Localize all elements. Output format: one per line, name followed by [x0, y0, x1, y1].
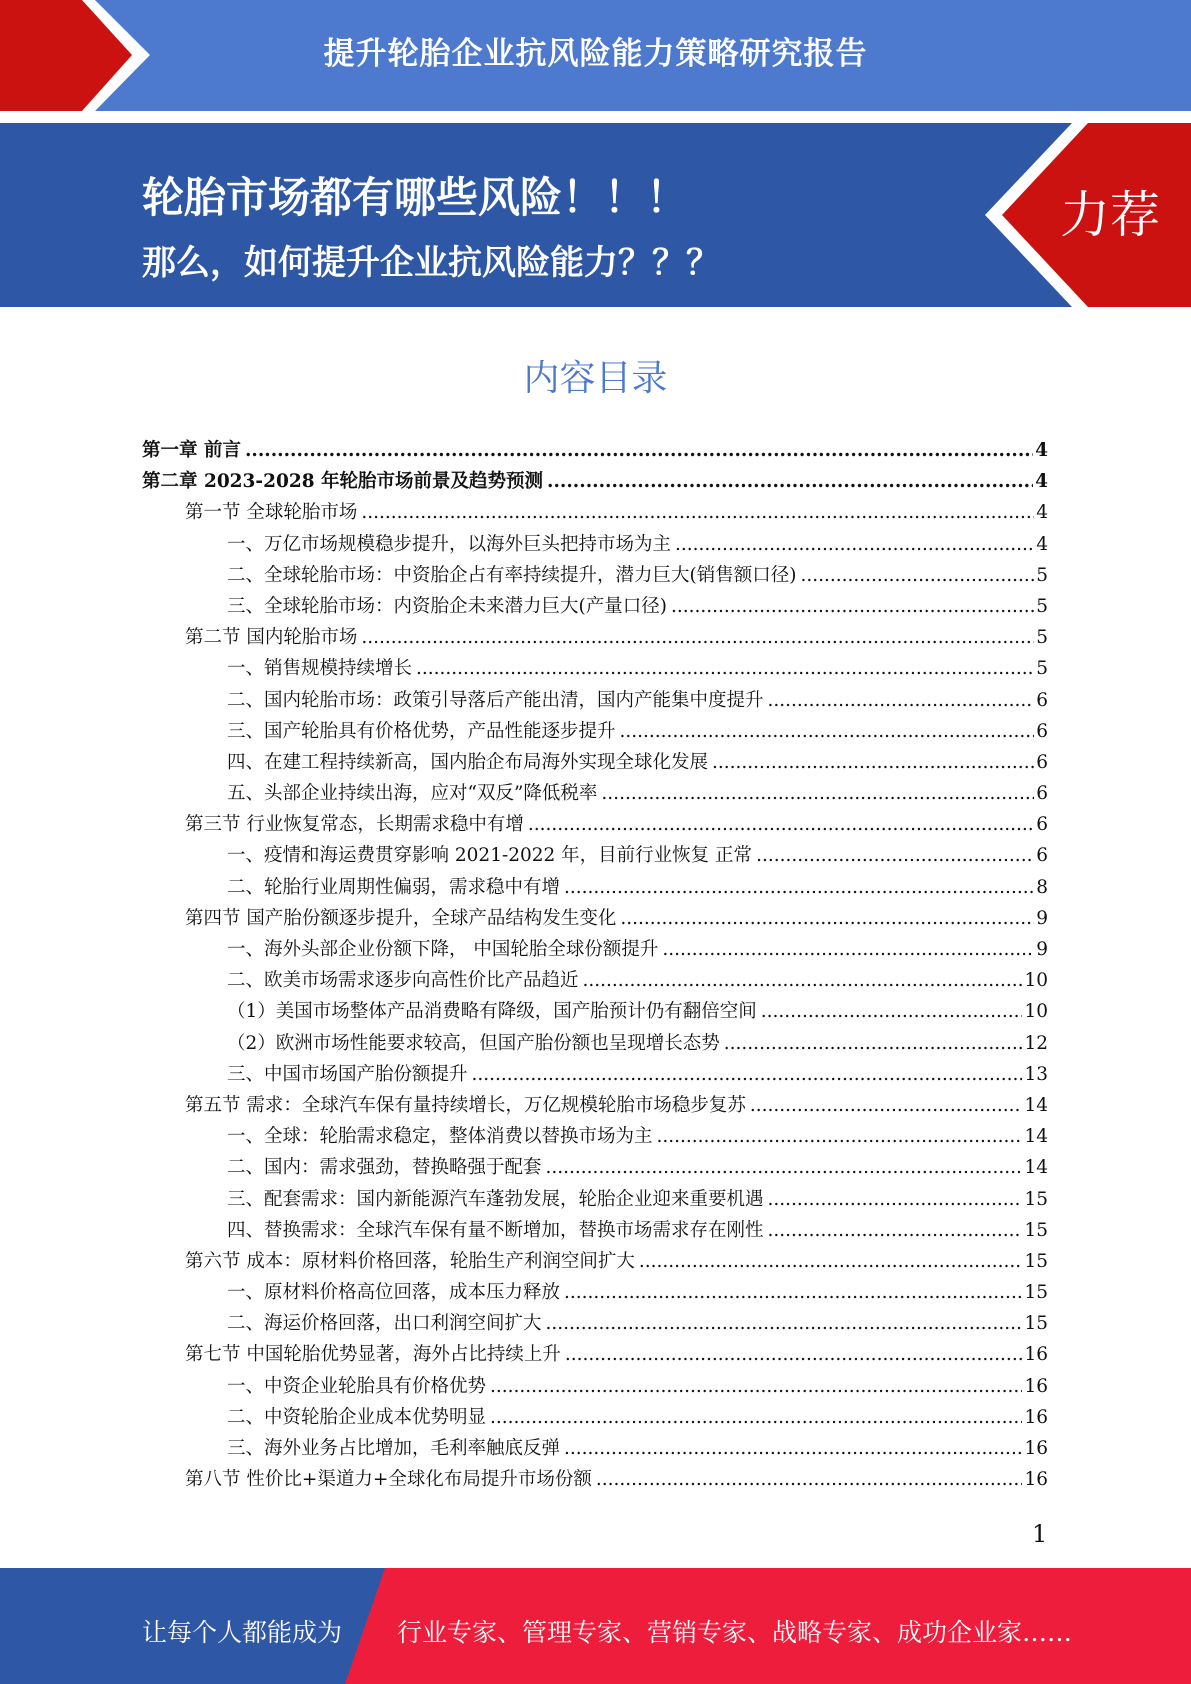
toc-entry-page: 16 [1024, 1406, 1048, 1428]
toc-entry-page: 9 [1036, 907, 1048, 929]
toc-entry[interactable] [142, 1465, 1048, 1496]
toc-entry-text: 二、欧美市场需求逐步向高性价比产品趋近 [227, 970, 579, 992]
toc-entry[interactable] [142, 1403, 1048, 1434]
toc-entry-page: 6 [1036, 783, 1048, 805]
toc-entry-text: 五、头部企业持续出海，应对“双反”降低税率 [227, 783, 598, 805]
toc-entry-page: 16 [1024, 1344, 1048, 1366]
toc-leader [800, 565, 1034, 586]
toc-entry-page: 4 [1035, 440, 1048, 461]
toc-entry[interactable] [142, 1091, 1048, 1122]
toc-entry-text: 三、海外业务占比增加，毛利率触底反弹 [227, 1438, 561, 1459]
footer-slogan-left: 让每个人都能成为 [142, 1618, 343, 1647]
toc-leader [768, 690, 1035, 711]
toc-entry-page: 6 [1036, 720, 1048, 742]
toc-entry-text: 一、原材料价格高位回落，成本压力释放 [227, 1282, 561, 1304]
toc-leader [546, 1313, 1023, 1334]
toc-leader [546, 1157, 1023, 1178]
toc-leader [416, 658, 1034, 679]
toc-leader [761, 1001, 1023, 1022]
toc-entry-text: 一、疫情和海运费贯穿影响 2021-2022 年，目前行业恢复 正常 [227, 845, 753, 867]
toc-entry[interactable] [142, 530, 1048, 561]
toc-entry[interactable] [142, 1060, 1048, 1091]
toc-entry[interactable] [142, 654, 1048, 685]
toc-leader [601, 783, 1034, 804]
toc-title: 内容目录 [523, 358, 668, 399]
toc-entry[interactable] [142, 904, 1048, 935]
toc-entry-text: 第四节 国产胎份额逐步提升，全球产品结构发生变化 [185, 907, 617, 929]
toc-entry[interactable] [142, 436, 1048, 467]
toc-entry-text: 二、国内：需求强劲，替换略强于配套 [227, 1157, 542, 1179]
toc-entry-text: 一、万亿市场规模稳步提升，以海外巨头把持市场为主 [227, 533, 672, 555]
toc-entry-text: 四、在建工程持续新高，国内胎企布局海外实现全球化发展 [227, 751, 709, 773]
toc-entry-page: 14 [1024, 1157, 1048, 1179]
hero-panel [0, 123, 1191, 307]
toc-entry-page: 5 [1036, 658, 1048, 680]
toc-entry-text: 第二节 国内轮胎市场 [185, 627, 358, 649]
toc-entry-page: 4 [1036, 533, 1048, 555]
toc-entry-page: 6 [1036, 845, 1048, 867]
toc-entry[interactable] [142, 1216, 1048, 1247]
toc-leader [472, 1064, 1023, 1085]
recommend-badge: 力荐 [1060, 186, 1160, 244]
toc-entry[interactable] [142, 1185, 1048, 1216]
toc-entry-page: 14 [1024, 1094, 1048, 1116]
toc-leader [361, 502, 1034, 523]
toc-entry-page: 4 [1035, 471, 1048, 493]
toc-entry-page: 13 [1024, 1063, 1048, 1085]
toc-entry-page: 15 [1024, 1250, 1048, 1272]
toc-entry[interactable] [142, 1122, 1048, 1153]
toc-entry[interactable] [142, 1247, 1048, 1278]
toc-entry-text: （1）美国市场整体产品消费略有降级，国产胎预计仍有翻倍空间 [227, 1001, 757, 1023]
toc-entry-text: 二、全球轮胎市场：中资胎企占有率持续提升，潜力巨大(销售额口径) [227, 564, 797, 586]
toc-entry[interactable] [142, 561, 1048, 592]
footer-slogan-right: 行业专家、管理专家、营销专家、战略专家、成功企业家…… [397, 1618, 1073, 1647]
toc-entry-page: 15 [1024, 1313, 1048, 1335]
toc-entry-text: 第七节 中国轮胎优势显著，海外占比持续上升 [185, 1344, 561, 1366]
toc-entry-text: 第五节 需求：全球汽车保有量持续增长，万亿规模轮胎市场稳步复苏 [185, 1094, 746, 1116]
toc-entry-page: 15 [1024, 1282, 1048, 1304]
toc-leader [750, 1095, 1023, 1116]
toc-leader [547, 471, 1033, 492]
toc-entry-text: 第一节 全球轮胎市场 [185, 502, 358, 524]
headline-question: 那么，如何提升企业抗风险能力？？？ [142, 243, 720, 283]
toc-entry-text: 第八节 性价比+渠道力+全球化布局提升市场份额 [185, 1469, 592, 1491]
toc-entry[interactable] [142, 935, 1048, 966]
toc-entry[interactable] [142, 623, 1048, 654]
toc-entry-text: 一、海外头部企业份额下降， 中国轮胎全球份额提升 [227, 939, 659, 960]
toc-leader [675, 534, 1034, 555]
page-number: 1 [1032, 1520, 1048, 1548]
toc-leader [768, 1220, 1023, 1241]
toc-entry[interactable] [142, 1153, 1048, 1184]
toc-leader [639, 1251, 1023, 1272]
toc-entry[interactable] [142, 498, 1048, 529]
toc-entry[interactable] [142, 779, 1048, 810]
toc-entry-text: 二、轮胎行业周期性偏弱，需求稳中有增 [227, 876, 561, 898]
toc-entry-page: 16 [1024, 1469, 1048, 1491]
toc-leader [564, 1282, 1022, 1303]
toc-leader [528, 814, 1034, 835]
toc-entry-page: 12 [1024, 1032, 1048, 1054]
toc-leader [490, 1407, 1022, 1428]
toc-leader [712, 752, 1034, 773]
toc-entry-text: 二、中资轮胎企业成本优势明显 [227, 1406, 487, 1428]
toc-leader [756, 845, 1034, 866]
toc-leader [620, 908, 1034, 929]
toc-leader [564, 1438, 1022, 1459]
toc-entry-text: 第六节 成本：原材料价格回落，轮胎生产利润空间扩大 [185, 1250, 635, 1272]
toc-entry-text: 第一章 前言 [142, 440, 241, 461]
toc-leader [490, 1376, 1022, 1397]
toc-entry-text: 一、中资企业轮胎具有价格优势 [227, 1375, 487, 1397]
toc-leader [768, 1189, 1023, 1210]
toc-entry-text: 四、替换需求：全球汽车保有量不断增加，替换市场需求存在刚性 [227, 1219, 764, 1241]
banner-title: 提升轮胎企业抗风险能力策略研究报告 [323, 36, 868, 72]
toc-entry[interactable] [142, 873, 1048, 904]
toc-entry-page: 8 [1036, 876, 1048, 898]
toc-entry[interactable] [142, 810, 1048, 841]
toc-leader [565, 1344, 1023, 1365]
toc-entry[interactable] [142, 467, 1048, 498]
toc-leader [596, 1469, 1023, 1490]
toc-leader [671, 596, 1034, 617]
toc-entry[interactable] [142, 1029, 1048, 1060]
toc-leader [245, 440, 1033, 461]
toc-entry-page: 15 [1024, 1219, 1048, 1241]
toc-entry-text: （2）欧洲市场性能要求较高，但国产胎份额也呈现增长态势 [227, 1032, 720, 1054]
toc-entry-page: 4 [1036, 502, 1048, 524]
toc-entry[interactable] [142, 841, 1048, 872]
toc-entry-text: 第三节 行业恢复常态，长期需求稳中有增 [185, 814, 524, 836]
toc-entry[interactable] [142, 748, 1048, 779]
toc-entry[interactable] [142, 1340, 1048, 1371]
toc-leader [657, 1126, 1023, 1147]
toc-entry[interactable] [142, 592, 1048, 623]
toc-entry-page: 9 [1036, 939, 1048, 960]
toc-leader [620, 721, 1035, 742]
toc-entry-page: 6 [1036, 814, 1048, 836]
toc-entry-page: 5 [1036, 627, 1048, 649]
headline-risks: 轮胎市场都有哪些风险！！！ [142, 173, 689, 222]
toc-entry-text: 三、配套需求：国内新能源汽车蓬勃发展，轮胎企业迎来重要机遇 [227, 1188, 764, 1210]
toc-list [142, 436, 1048, 1496]
toc-entry[interactable] [142, 686, 1048, 717]
toc-entry[interactable] [142, 1372, 1048, 1403]
toc-entry-text: 第二章 2023-2028 年轮胎市场前景及趋势预测 [142, 471, 544, 493]
toc-entry[interactable] [142, 966, 1048, 997]
toc-entry-text: 一、全球：轮胎需求稳定，整体消费以替换市场为主 [227, 1126, 653, 1148]
toc-entry-page: 15 [1024, 1188, 1048, 1210]
toc-entry[interactable] [142, 997, 1048, 1028]
toc-leader [724, 1033, 1023, 1054]
toc-entry-text: 三、全球轮胎市场：内资胎企未来潜力巨大(产量口径) [227, 595, 667, 617]
toc-entry-page: 6 [1036, 689, 1048, 711]
toc-entry-text: 三、国产轮胎具有价格优势，产品性能逐步提升 [227, 720, 616, 742]
toc-entry-page: 14 [1024, 1126, 1048, 1148]
toc-entry-page: 10 [1024, 1001, 1048, 1023]
toc-entry-page: 16 [1024, 1438, 1048, 1459]
toc-entry[interactable] [142, 717, 1048, 748]
toc-entry-page: 10 [1024, 970, 1048, 992]
toc-entry-page: 5 [1036, 564, 1048, 586]
toc-entry-page: 5 [1036, 595, 1048, 617]
top-banner [0, 0, 1191, 111]
toc-entry[interactable] [142, 1278, 1048, 1309]
toc-entry-text: 二、海运价格回落，出口利润空间扩大 [227, 1313, 542, 1335]
toc-entry-text: 二、国内轮胎市场：政策引导落后产能出清，国内产能集中度提升 [227, 689, 764, 711]
toc-entry[interactable] [142, 1434, 1048, 1465]
toc-entry-text: 一、销售规模持续增长 [227, 658, 413, 680]
toc-entry-text: 三、中国市场国产胎份额提升 [227, 1063, 468, 1085]
toc-entry[interactable] [142, 1309, 1048, 1340]
toc-leader [564, 877, 1034, 898]
toc-entry-page: 16 [1024, 1375, 1048, 1397]
toc-leader [361, 627, 1034, 648]
toc-leader [583, 970, 1023, 991]
toc-entry-page: 6 [1036, 751, 1048, 773]
toc-leader [662, 939, 1034, 960]
